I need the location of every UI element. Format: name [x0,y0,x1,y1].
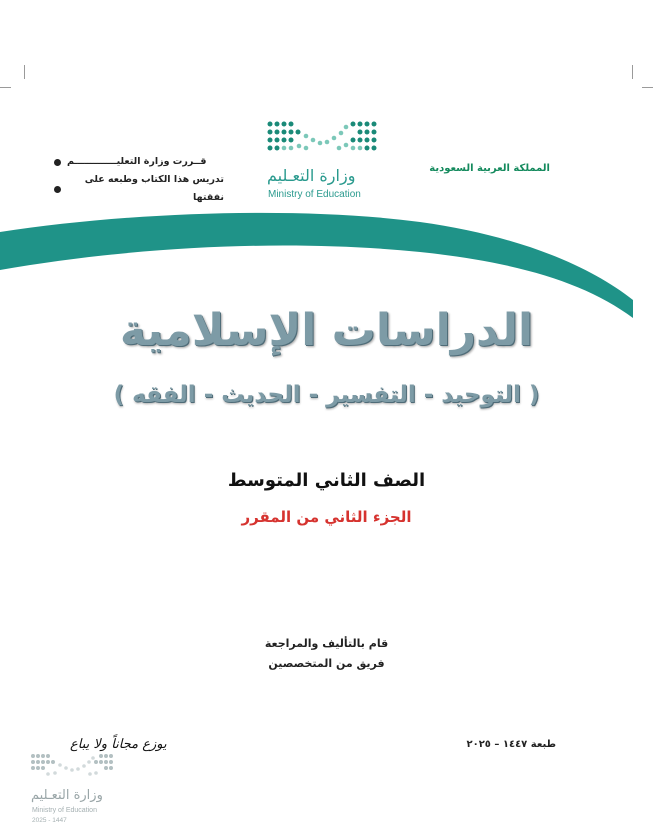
crop-mark-top-left-vertical [24,65,25,79]
footer-ministry-name-arabic: وزارة التعـليم [31,788,103,803]
crop-mark-top-right-vertical [632,65,633,79]
kingdom-label: المملكة العربية السعودية [429,163,550,174]
credits-line-1: قام بالتأليف والمراجعة [264,637,389,650]
crop-mark-top-left-horizontal [0,87,11,88]
approval-row-1 [54,153,224,171]
free-distribution-note: يوزع مجاناً ولا يباع [70,737,167,752]
credits-block [0,634,653,674]
book-subtitle: ( التوحيد - التفسير - الحديث - الفقه ) [113,382,540,408]
credits-line-2: فريق من المتخصصين [268,657,385,670]
approval-line-2: تدريس هذا الكتاب وطبعه على نفقتها [84,174,224,203]
crop-mark-top-right-horizontal [642,87,653,88]
footer-ministry-logo-icon [30,752,114,784]
bullet-icon [54,186,61,193]
edition-label: طبعة ١٤٤٧ – ٢٠٢٥ [466,739,556,750]
ministry-name-english: Ministry of Education [268,189,361,200]
book-title: الدراسات الإسلامية [119,305,534,356]
footer-years: 2025 - 1447 [32,817,67,824]
approval-statement [54,153,224,207]
ministry-name-arabic: وزارة التعـليم [267,166,356,185]
approval-line-1: قــررت وزارة التعليـــــــــــــم [67,156,207,167]
footer-ministry-name-english: Ministry of Education [32,807,97,814]
bullet-icon [54,159,61,166]
ministry-logo-icon [266,118,378,162]
grade-label: الصف الثاني المتوسط [227,470,426,491]
part-label: الجزء الثاني من المقرر [241,508,412,526]
